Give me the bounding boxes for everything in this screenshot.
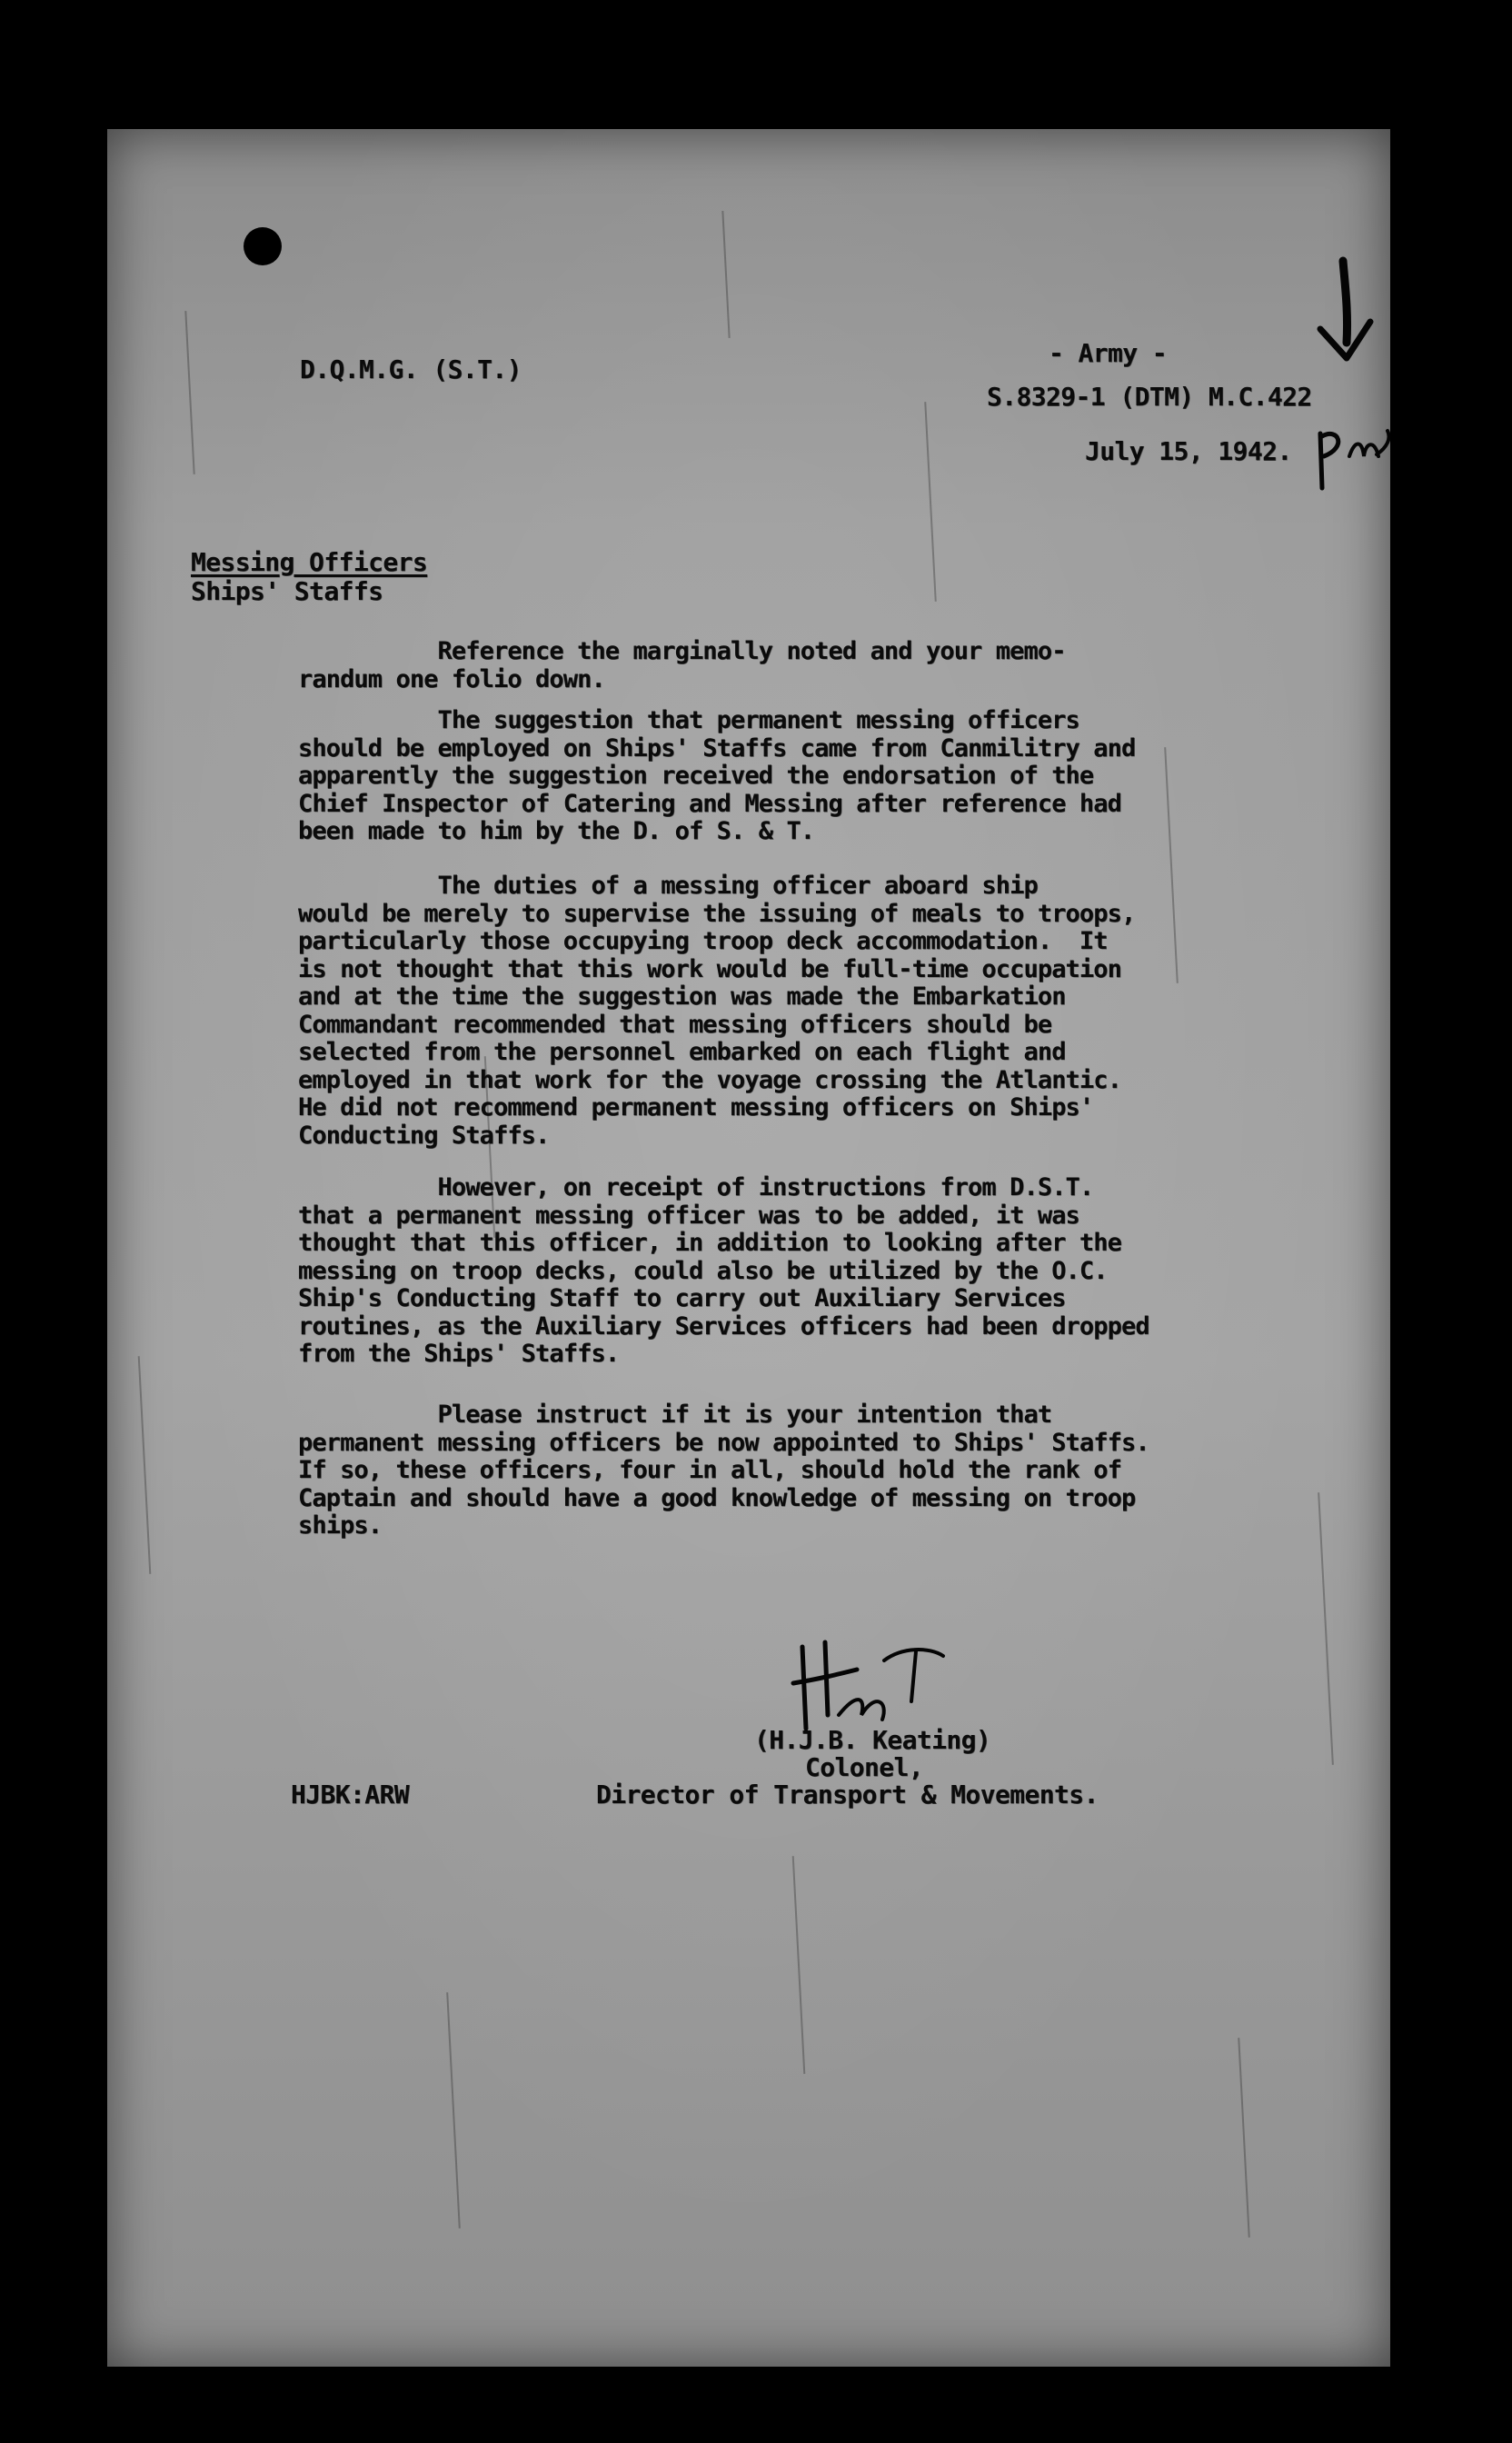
paragraph-line: and at the time the suggestion was made the Embarkation	[298, 982, 1066, 1011]
paragraph-line: particularly those occupying troop deck accommodation. It	[298, 927, 1108, 955]
from-office: D.Q.M.G. (S.T.)	[300, 354, 522, 384]
paragraph-line: should be employed on Ships' Staffs came from Canmilitry and	[298, 733, 1136, 763]
film-scratch	[184, 311, 194, 474]
paragraph-line: randum one folio down.	[298, 664, 605, 693]
paragraph-line: employed in that work for the voyage crossing the Atlantic.	[298, 1065, 1121, 1094]
check-mark-icon	[1307, 256, 1379, 374]
film-scratch	[792, 1856, 806, 2074]
paragraph-line: Commandant recommended that messing officers should be	[298, 1010, 1052, 1039]
paragraph-line: thought that this officer, in addition to looking after the	[298, 1229, 1121, 1257]
paragraph-line: Chief Inspector of Catering and Messing after reference had	[298, 789, 1121, 818]
film-scratch	[1238, 2038, 1250, 2238]
film-scratch	[924, 402, 937, 602]
document-page	[107, 129, 1390, 2367]
paragraph-line: from the Ships' Staffs.	[298, 1340, 620, 1368]
body-paragraph-5	[298, 1401, 1388, 1541]
film-scratch	[446, 1992, 461, 2229]
reference-initials: HJBK:ARW	[291, 1780, 410, 1810]
paragraph-line: Captain and should have a good knowledge of messing on troop	[298, 1483, 1136, 1512]
body-paragraph-2	[298, 707, 1388, 846]
paragraph-line: Conducting Staffs.	[298, 1121, 550, 1150]
paragraph-line: ships.	[298, 1511, 383, 1540]
punch-hole	[244, 227, 282, 265]
paragraph-line: selected from the personnel embarked on each flight and	[298, 1038, 1066, 1066]
file-reference: S.8329-1 (DTM) M.C.422	[987, 382, 1312, 412]
paragraph-line: is not thought that this work would be full-time occupation	[298, 954, 1121, 983]
paragraph-line: been made to him by the D. of S. & T.	[298, 817, 815, 845]
signatory-rank: Colonel,	[805, 1752, 924, 1782]
paragraph-line: routines, as the Auxiliary Services officers had been dropped	[298, 1311, 1149, 1341]
handwritten-initials-icon	[1311, 420, 1390, 493]
paragraph-line: messing on troop decks, could also be utilized by the O.C.	[298, 1256, 1108, 1285]
signatory-title: Director of Transport & Movements.	[596, 1780, 1099, 1810]
paragraph-line: permanent messing officers be now appointed to Ships' Staffs.	[298, 1428, 1149, 1457]
paragraph-line: The suggestion that permanent messing officers	[298, 706, 1079, 734]
signatory-name: (H.J.B. Keating)	[754, 1725, 991, 1755]
body-paragraph-1	[298, 638, 1388, 693]
film-scratch	[138, 1356, 152, 1574]
paragraph-line: He did not recommend permanent messing officers on Ships'	[298, 1093, 1094, 1122]
branch-label: - Army -	[1049, 338, 1168, 368]
paragraph-line: apparently the suggestion received the endorsation of the	[298, 762, 1094, 790]
body-paragraph-3	[298, 872, 1388, 1150]
subject-line-1: Messing Officers	[191, 547, 428, 577]
paragraph-line: would be merely to supervise the issuing of meals to troops,	[298, 899, 1136, 928]
paragraph-line: The duties of a messing officer aboard ship	[298, 872, 1038, 900]
document-date: July 15, 1942.	[1085, 436, 1292, 466]
paragraph-line: that a permanent messing officer was to be added, it was	[298, 1201, 1079, 1230]
paragraph-line: Ship's Conducting Staff to carry out Auxiliary Services	[298, 1284, 1066, 1312]
subject-line-2: Ships' Staffs	[191, 576, 383, 606]
paragraph-line: If so, these officers, four in all, should hold the rank of	[298, 1456, 1121, 1484]
paragraph-line: However, on receipt of instructions from D.S.T.	[298, 1173, 1094, 1202]
paragraph-line: Please instruct if it is your intention that	[298, 1401, 1052, 1429]
body-paragraph-4	[298, 1174, 1388, 1369]
paragraph-line: Reference the marginally noted and your memo-	[298, 637, 1066, 665]
film-scratch	[721, 211, 730, 338]
